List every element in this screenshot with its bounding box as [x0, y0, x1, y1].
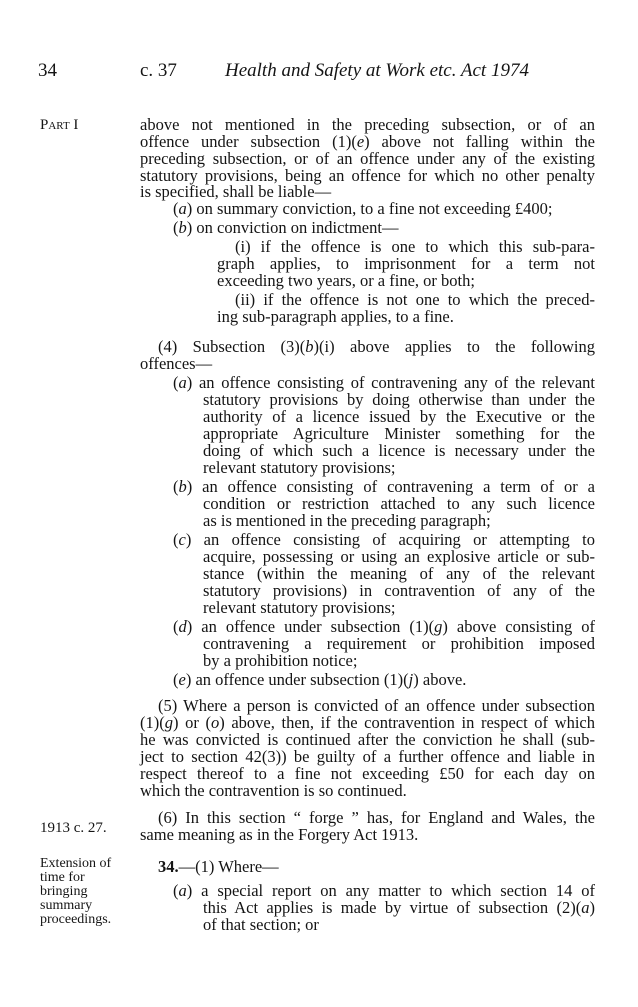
- body-line: which the contravention is so continued.: [140, 781, 407, 800]
- body-line: preceding subsection, or of an offence under any of the existing: [140, 149, 595, 168]
- body-line: this Act applies is made by virtue of subsection (2)(a): [203, 898, 595, 917]
- body-line: (6) In this section “ forge ” has, for England and Wales, the: [158, 808, 595, 827]
- body-line: relevant statutory provisions;: [203, 598, 396, 617]
- margin-note-line: time for: [40, 870, 85, 885]
- body-line: he was convicted is continued after the conviction he shall (sub-: [140, 730, 595, 749]
- body-line: respect thereof to a fine not exceeding £50 for each day on: [140, 764, 595, 783]
- margin-citation: 1913 c. 27.: [40, 820, 107, 836]
- page-number: 34: [38, 60, 57, 81]
- body-line: exceeding two years, or a fine, or both;: [217, 271, 475, 290]
- body-line: (a) on summary conviction, to a fine not exceeding £400;: [173, 199, 553, 218]
- body-line: statutory provisions by doing otherwise than under the: [203, 390, 595, 409]
- body-line: doing of which such a licence is necessary under the: [203, 441, 595, 460]
- margin-note-line: bringing: [40, 884, 88, 899]
- body-line: (1)(g) or (o) above, then, if the contravention in respect of which: [140, 713, 595, 732]
- body-line: (b) an offence consisting of contravening a term of or a: [173, 477, 595, 496]
- body-line: (a) an offence consisting of contravening any of the relevant: [173, 373, 595, 392]
- body-line: (b) on conviction on indictment—: [173, 218, 399, 237]
- body-line: (ii) if the offence is not one to which the preced-: [235, 290, 595, 309]
- body-line: ing sub-paragraph applies, to a fine.: [217, 307, 454, 326]
- body-line: of that section; or: [203, 915, 319, 934]
- body-line: (5) Where a person is convicted of an offence under subsection: [158, 696, 595, 715]
- running-title: Health and Safety at Work etc. Act 1974: [225, 60, 529, 81]
- body-line: (d) an offence under subsection (1)(g) above consisting of: [173, 617, 595, 636]
- body-line: 34.—(1) Where—: [158, 857, 279, 876]
- body-line: graph applies, to imprisonment for a term not: [217, 254, 595, 273]
- body-line: statutory provisions) in contravention of any of the: [203, 581, 595, 600]
- body-line: (i) if the offence is one to which this sub-para-: [235, 237, 595, 256]
- body-line: by a prohibition notice;: [203, 651, 358, 670]
- body-line: (c) an offence consisting of acquiring or attempting to: [173, 530, 595, 549]
- body-line: relevant statutory provisions;: [203, 458, 396, 477]
- body-line: is specified, shall be liable—: [140, 182, 332, 201]
- body-line: condition or restriction attached to any such licence: [203, 494, 595, 513]
- body-line: acquire, possessing or using an explosive article or sub-: [203, 547, 595, 566]
- body-line: authority of a licence issued by the Executive or the: [203, 407, 595, 426]
- margin-note-line: Extension of: [40, 856, 112, 871]
- body-line: (a) a special report on any matter to which section 14 of: [173, 881, 595, 900]
- body-line: offences—: [140, 354, 213, 373]
- body-line: appropriate Agriculture Minister something for the: [203, 424, 595, 443]
- margin-part-label: Part I: [40, 117, 79, 133]
- body-line: contravening a requirement or prohibition imposed: [203, 634, 595, 653]
- body-line: offence under subsection (1)(e) above not falling within the: [140, 132, 595, 151]
- margin-note-line: summary: [40, 898, 93, 913]
- body-line: (4) Subsection (3)(b)(i) above applies to the following: [158, 337, 595, 356]
- margin-note-line: proceedings.: [40, 912, 112, 927]
- chapter-number: c. 37: [140, 60, 177, 81]
- body-line: above not mentioned in the preceding subsection, or of an: [140, 115, 595, 134]
- body-line: statutory provisions, being an offence for which no other penalty: [140, 166, 595, 185]
- body-line: as is mentioned in the preceding paragraph;: [203, 511, 491, 530]
- body-line: stance (within the meaning of any of the relevant: [203, 564, 595, 583]
- body-line: same meaning as in the Forgery Act 1913.: [140, 825, 419, 844]
- body-line: ject to section 42(3)) be guilty of a further offence and liable in: [140, 747, 595, 766]
- body-line: (e) an offence under subsection (1)(j) above.: [173, 670, 467, 689]
